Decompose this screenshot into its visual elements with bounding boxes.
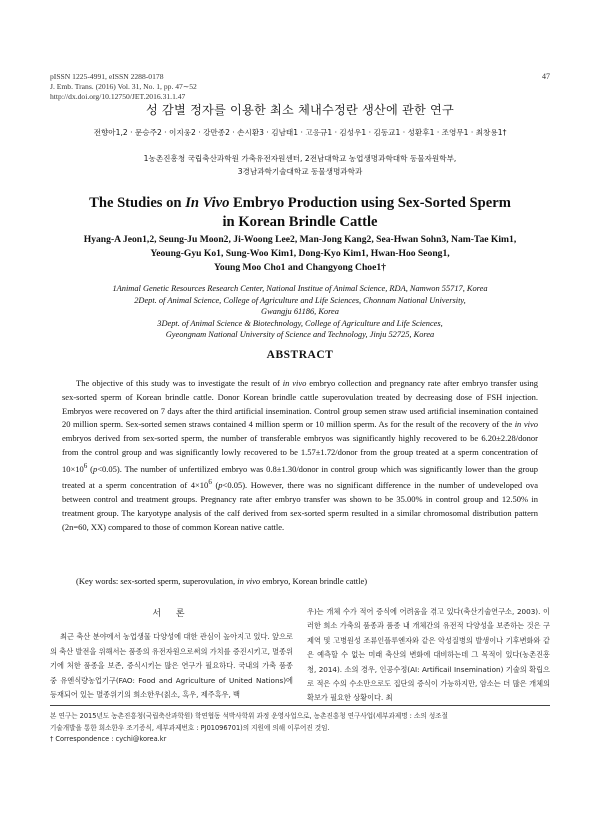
abstract-body: [62, 377, 538, 534]
title-text: Embryo Production using Sex-Sorted Sperm: [229, 195, 511, 211]
affiliation-line: Gyeongnam National University of Science and Technology, Jinju 52725, Korea: [165, 330, 435, 340]
abstract-text: (: [87, 463, 94, 474]
page-number: 47: [542, 72, 550, 81]
abstract-italic: in vivo: [282, 378, 307, 388]
english-authors: [0, 233, 600, 275]
dagger-mark: †: [50, 735, 54, 743]
title-text: in Korean Brindle Cattle: [222, 214, 378, 230]
author-line: Yeoung-Gyu Ko1, Sung-Woo Kim1, Dong-Kyo Kim1, Hwan-Hoo Seong1,: [150, 248, 450, 259]
abstract-text: The objective of this study was to investigate the result of: [76, 378, 283, 388]
body-paragraph: 우)는 개체 수가 적어 증식에 어려움을 겪고 있다(축산기술연구소, 2003). 이러한 희소 가축의 품종과 품종 내 개체간의 유전적 다양성을 보존하는 것은 구제역 및 고병원성 조류인플루엔자와 같은 악성질병의 발생이나 기후변화와 같은 예측할 수 없는 미래 축산의 변화에 대비하는데 그 목적이 있다(농촌진흥청, 2014). 소의 경우, 인공수정(AI: Artificail Insemination) 기술의 확립으로 적은 수의 수소만으로도 집단의 증식이 가능하지만, 암소는 더 많은 개체의 확보가 필요한 상황이다. 최: [307, 607, 550, 703]
correspondence-note: [50, 734, 550, 746]
author-line: Hyang-A Jeon1,2, Seung-Ju Moon2, Ji-Woong Lee2, Man-Jong Kang2, Sea-Hwan Sohn3, Nam-Tae Kim1,: [83, 234, 517, 245]
body-right-column: [307, 605, 550, 706]
abstract-heading: ABSTRACT: [266, 349, 334, 361]
korean-affiliation-line: 1농촌진흥청 국립축산과학원 가축유전자원센터, 2전남대학교 농업생명과학대학 동물자원학부,: [143, 154, 457, 163]
abstract-italic: p: [218, 480, 223, 491]
affiliation-line: 2Dept. of Animal Science, College of Agriculture and Life Sciences, Chonnam National University,: [134, 295, 466, 305]
affiliation-line: Gwangju 61186, Korea: [261, 307, 339, 317]
abstract-superscript: 6: [208, 478, 212, 487]
keywords-text: (Key words: sex-sorted sperm, superovulation,: [76, 576, 238, 586]
korean-authors: 전향아1,2 · 문승주2 · 이지웅2 · 강만종2 · 손시환3 · 김남태1 · 고응규1 · 김성우1 · 김동교1 · 성환후1 · 조영무1 · 최창용1†: [93, 128, 507, 137]
english-affiliations: [0, 283, 600, 341]
abstract-paragraph: [62, 377, 538, 534]
keywords-italic: in vivo: [237, 576, 261, 586]
korean-affiliation-line: 3경남과학기술대학교 동물생명과학과: [237, 167, 363, 176]
footnote: [50, 711, 550, 746]
citation-line: J. Emb. Trans. (2016) Vol. 31, No. 1, pp. 47∼52: [50, 82, 197, 91]
keywords-text: embryo, Korean brindle cattle): [260, 576, 368, 586]
journal-header: [50, 72, 550, 102]
funding-note: 기술개발을 통한 희소한우 조기증식, 세부과제번호 : PJ01096701)의 지원에 의해 이루어진 것임.: [50, 723, 330, 732]
abstract-italic: in vivo: [514, 419, 538, 430]
abstract-superscript: 6: [83, 461, 88, 470]
correspondence-text: Correspondence : cychi@korea.kr: [55, 735, 167, 743]
body-paragraph: 최근 축산 분야에서 농업생물 다양성에 대한 관심이 높아지고 있다. 앞으로의 축산 발전을 위해서는 품종의 유전자원으로써의 가치를 증진시키고, 멸종위기에 처한 품종을 보존, 증식시키는 많은 연구가 필요하다. 국내의 가축 품종 중 유엔식량농업기구(FAO: Food and Agriculture of United Nations)에 등재되어 있는 멸종위기의 희소한우(칡소, 흑우, 제주흑우, 백: [50, 632, 293, 700]
footnote-divider: [50, 705, 550, 706]
body-left-column: [50, 607, 293, 702]
abstract-italic: p: [93, 463, 98, 474]
abstract-text: (: [211, 480, 219, 491]
author-line: Young Moo Cho1 and Changyong Choe1†: [214, 262, 386, 273]
issn-line: pISSN 1225-4991, eISSN 2288-0178: [50, 72, 164, 81]
title-text: The Studies on: [89, 195, 186, 211]
abstract-text: embryo collection and pregnancy rate after embryo transfer using sex-sorted sperm of Korean brindle cattle. Donor Korean brindle cattle superovulation treated by decreasing dose of FSH injection. Embryos were recovered on 7 days after the third artificial insemination. Control group semen straw used artificial insemination contained 20 million sperm. Sex-sorted semen straws contained 4 million sperm or 10 million sperm. As for the result of the recovery of the: [62, 378, 538, 430]
abstract-text: <0.05). The number of unfertilized embryo was 0.8±1.30/donor in control group which was significantly lower than the group treated at a sperm concentration of 4×10: [62, 463, 538, 491]
korean-title: 성 감별 정자를 이용한 최소 체내수정란 생산에 관한 연구: [146, 103, 454, 117]
section-heading-introduction: 서 론: [152, 609, 191, 619]
affiliation-line: 1Animal Genetic Resources Research Center, National Institue of Animal Science, RDA, Namwon 55717, Korea: [112, 284, 488, 293]
title-italic: In Vivo: [185, 195, 230, 211]
abstract-text: <0.05). However, there was no significant difference in the number of undeveloped ova between control and treatment groups. Pregnancy rate after embryo transfer was shown to be 35.00% in control group and 12.50% in treatment group. The karyotype analysis of the calf derived from sex-sorted sperm resulted in a similar chromosomal distribution pattern (2n=60, XX) compared to those of common Korean native cattle.: [62, 480, 538, 532]
korean-affiliations: [0, 152, 600, 178]
doi-line: http://dx.doi.org/10.12750/JET.2016.31.1.47: [50, 92, 186, 101]
english-title: [0, 194, 600, 232]
abstract-text: embryos derived from sex-sorted sperm, the number of transferable embryos was significantly highly recovered to be 6.20±2.28/donor from the control group and was significantly lowly recovered to be 1.57±1.72/donor from the group treated at a sperm concentration of 10×10: [62, 433, 538, 474]
affiliation-line: 3Dept. of Animal Science & Biotechnology, College of Agriculture and Life Sciences,: [157, 318, 443, 328]
keywords: [76, 576, 536, 586]
funding-note: 본 연구는 2015년도 농촌진흥청(국립축산과학원) 학연협동 석박사학위 과정 운영사업으로, 농촌진흥청 연구사업(세부과제명 : 소의 성조절: [50, 712, 448, 720]
